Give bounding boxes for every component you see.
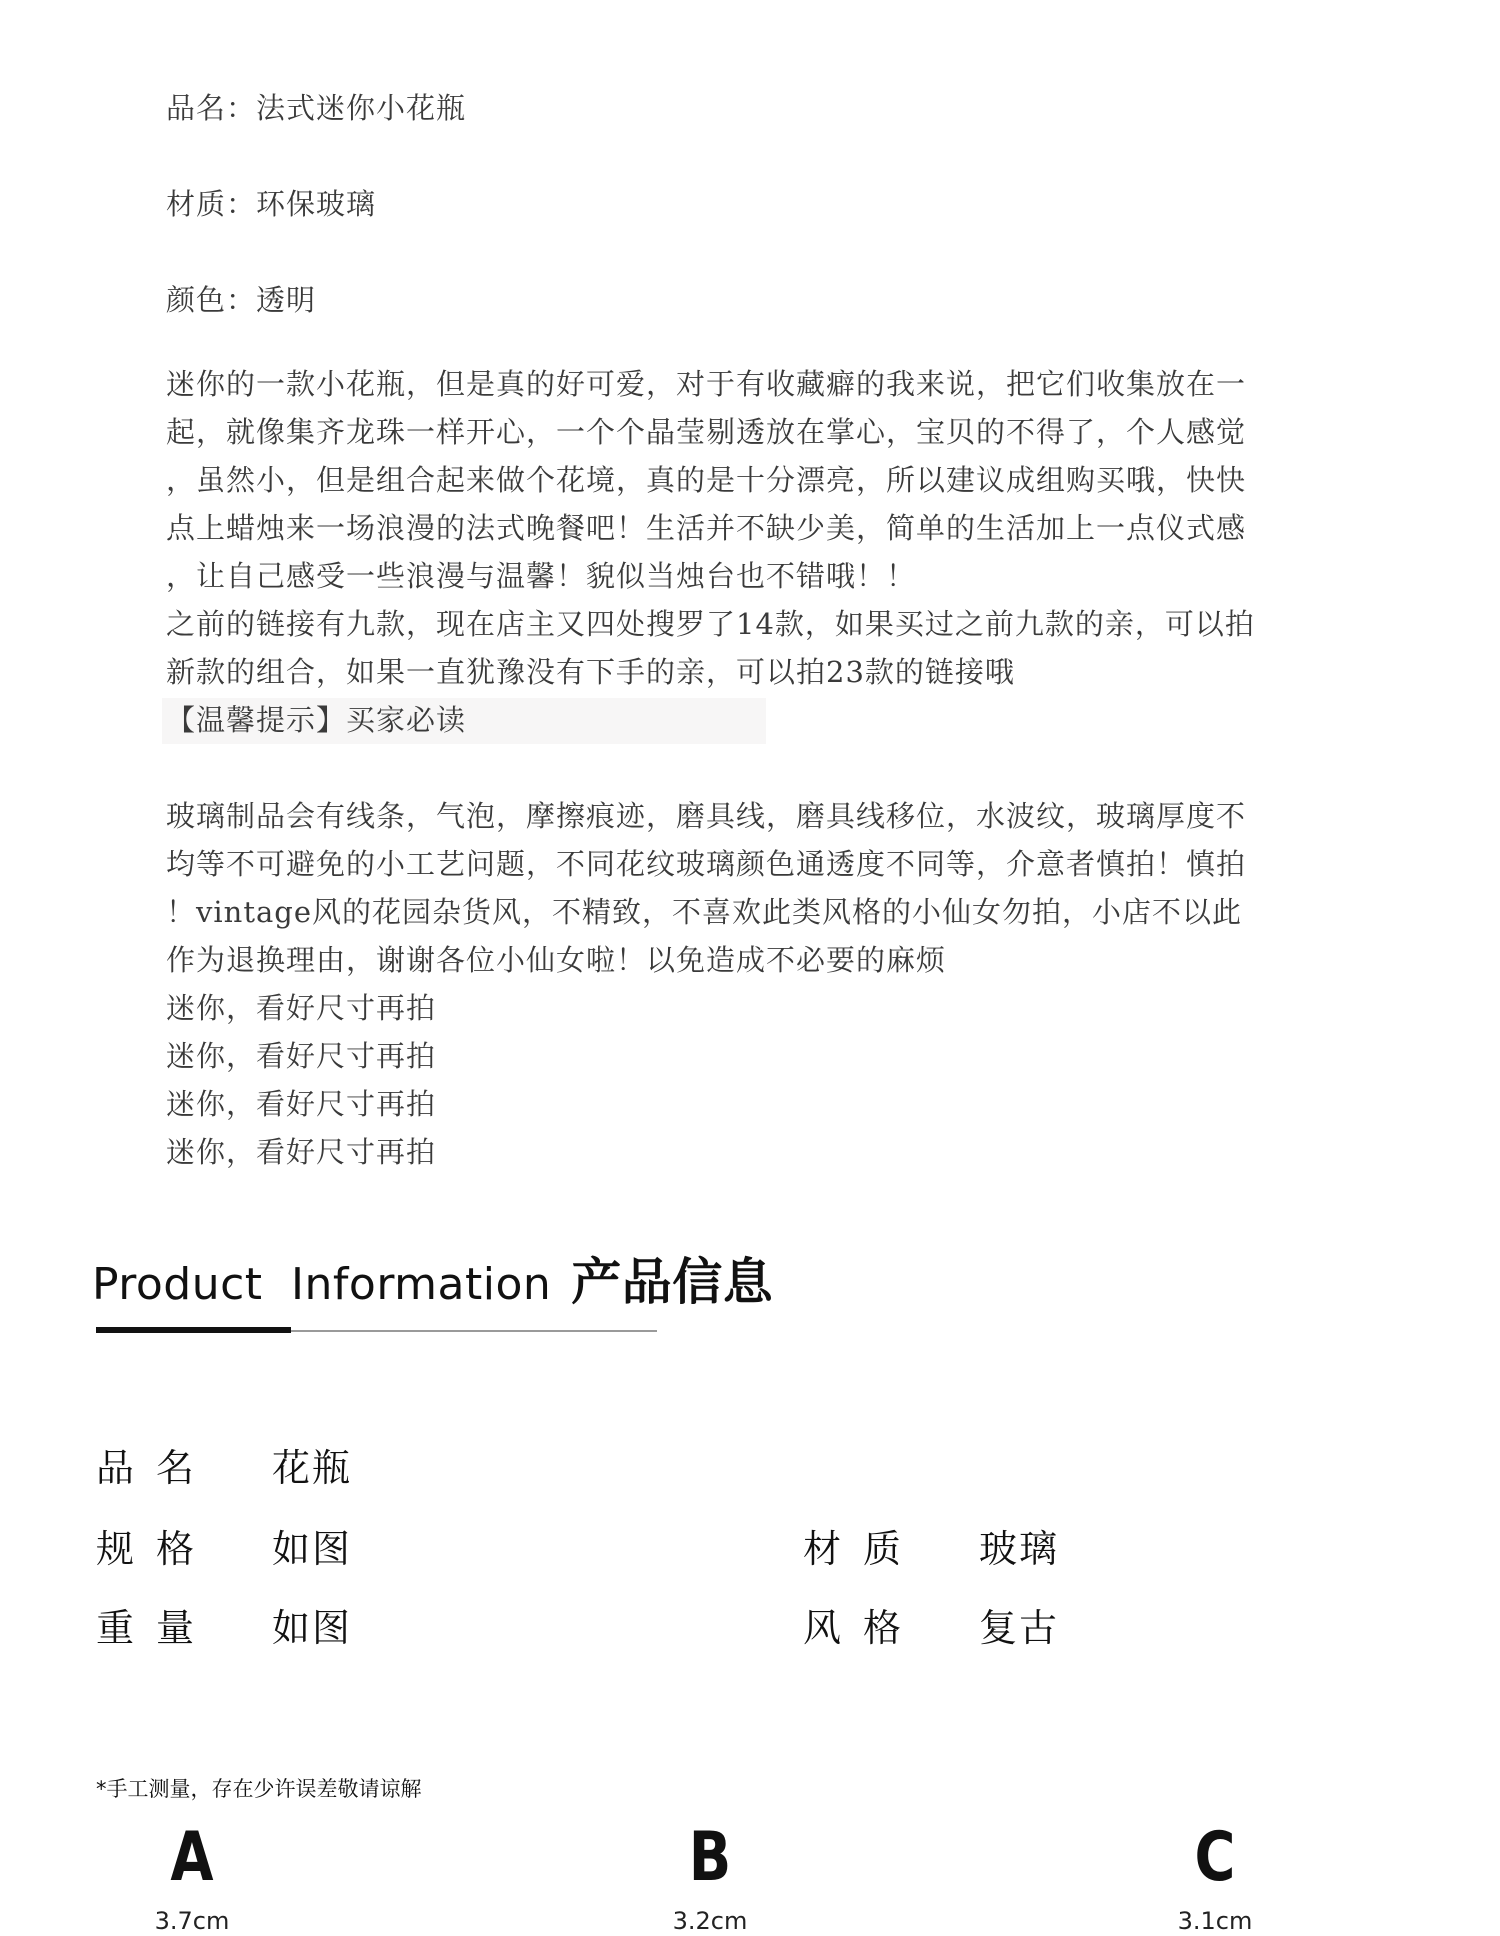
attr-weight — [96, 1603, 352, 1653]
variant-size: 3.1cm — [1177, 1907, 1253, 1935]
attr-spec — [96, 1524, 352, 1574]
measurement-note: *手工测量，存在少许误差敬请谅解 — [96, 1777, 422, 1801]
attr-label: 重量 — [96, 1606, 217, 1650]
paragraph-line: 点上蜡烛来一场浪漫的法式晚餐吧！生活并不缺少美，简单的生活加上一点仪式感 — [166, 511, 1247, 545]
variant-b — [630, 1818, 790, 1936]
attr-label: 规格 — [96, 1527, 217, 1571]
reminder-line: 迷你，看好尺寸再拍 — [166, 1135, 437, 1169]
notice-paragraph — [166, 792, 1356, 984]
paragraph-line: 迷你的一款小花瓶，但是真的好可爱，对于有收藏癖的我来说，把它们收集放在一 — [166, 367, 1247, 401]
attr-value: 如图 — [272, 1606, 353, 1650]
attr-material — [803, 1524, 1059, 1574]
reminder-line: 迷你，看好尺寸再拍 — [166, 991, 437, 1025]
section-title-en: Product Information — [92, 1259, 552, 1310]
paragraph-line: 之前的链接有九款，现在店主又四处搜罗了14款，如果买过之前九款的亲，可以拍 — [166, 607, 1255, 641]
paragraph-line: 新款的组合，如果一直犹豫没有下手的亲，可以拍23款的链接哦 — [166, 655, 1015, 689]
variant-size: 3.2cm — [672, 1907, 748, 1935]
variant-a — [112, 1818, 272, 1936]
variant-letter: A — [170, 1818, 214, 1897]
spec-color-line: 颜色：透明 — [166, 283, 317, 317]
tip-heading — [166, 696, 1356, 744]
reminder-line: 迷你，看好尺寸再拍 — [166, 1039, 437, 1073]
section-divider-accent — [96, 1327, 291, 1333]
attr-name — [96, 1443, 352, 1493]
attr-value: 玻璃 — [979, 1527, 1060, 1571]
spacer — [166, 744, 1356, 792]
attr-value: 复古 — [979, 1606, 1060, 1650]
paragraph-line: ！vintage风的花园杂货风，不精致，不喜欢此类风格的小仙女勿拍，小店不以此 — [166, 895, 1243, 929]
paragraph-line: ，让自己感受一些浪漫与温馨！貌似当烛台也不错哦！！ — [166, 559, 917, 593]
attr-value: 如图 — [272, 1527, 353, 1571]
section-title-cn: 产品信息 — [571, 1253, 774, 1311]
paragraph-line: ，虽然小，但是组合起来做个花境，真的是十分漂亮，所以建议成组购买哦，快快 — [166, 463, 1247, 497]
tip-heading-text: 【温馨提示】买家必读 — [166, 703, 467, 737]
paragraph-line: 玻璃制品会有线条，气泡，摩擦痕迹，磨具线，磨具线移位，水波纹，玻璃厚度不 — [166, 799, 1247, 833]
size-reminders — [166, 984, 1356, 1176]
attr-label: 品名 — [96, 1446, 217, 1490]
attr-value: 花瓶 — [272, 1446, 353, 1490]
paragraph-line: 均等不可避免的小工艺问题，不同花纹玻璃颜色通透度不同等，介意者慎拍！慎拍 — [166, 847, 1247, 881]
spec-name-line: 品名：法式迷你小花瓶 — [166, 91, 467, 125]
variant-c — [1135, 1818, 1295, 1936]
product-description — [166, 80, 1356, 1176]
intro-paragraph — [166, 360, 1356, 696]
attr-style — [803, 1603, 1059, 1653]
variant-size: 3.7cm — [154, 1907, 230, 1935]
paragraph-line: 起，就像集齐龙珠一样开心，一个个晶莹剔透放在掌心，宝贝的不得了，个人感觉 — [166, 415, 1247, 449]
paragraph-line: 作为退换理由，谢谢各位小仙女啦！以免造成不必要的麻烦 — [166, 943, 947, 977]
reminder-line: 迷你，看好尺寸再拍 — [166, 1087, 437, 1121]
section-title — [92, 1252, 773, 1315]
variant-letter: B — [688, 1818, 732, 1897]
attr-label: 风格 — [803, 1606, 924, 1650]
attr-label: 材质 — [803, 1527, 924, 1571]
variant-letter: C — [1194, 1818, 1236, 1897]
spec-material-line: 材质：环保玻璃 — [166, 187, 377, 221]
